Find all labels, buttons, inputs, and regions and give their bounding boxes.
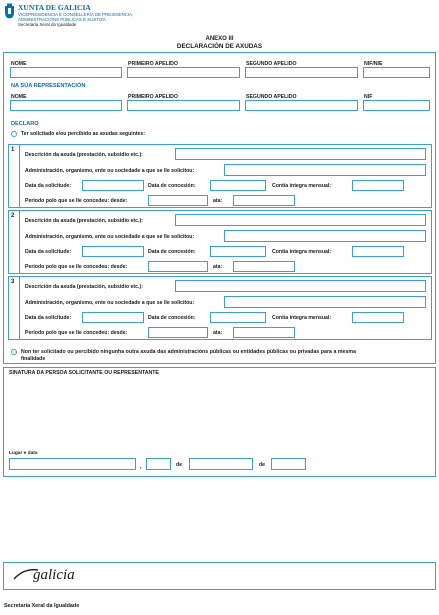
department-line-3: Secretaría Xeral da Igualdade xyxy=(18,22,77,27)
aid-3-to-field[interactable] xyxy=(233,327,295,338)
aid-1-until-label: ata: xyxy=(213,198,223,204)
aid-3-description-label: Descrición da axuda (prestación, subsidio etc.): xyxy=(25,284,143,290)
page-title: DECLARACIÓN DE AXUDAS xyxy=(176,43,263,50)
applicant-id-field[interactable] xyxy=(363,67,430,78)
aid-3-description-field[interactable] xyxy=(175,280,426,292)
aid-block-1-number: 1 xyxy=(11,147,15,153)
applicant-name-field[interactable] xyxy=(10,67,122,78)
signature-title: SINATURA DA PERSOA SOLICITANTE OU REPRESENTANTE xyxy=(9,370,159,376)
option-requested-label: Ter solicitado e/ou percibido as axudas seguintes: xyxy=(21,131,146,137)
aid-3-amount-field[interactable] xyxy=(352,312,404,323)
applicant-first-surname-field[interactable] xyxy=(127,67,240,78)
header xyxy=(4,3,204,33)
aid-3-from-field[interactable] xyxy=(148,327,208,338)
aid-3-grant-date-field[interactable] xyxy=(210,312,266,323)
aid-2-grant-date-field[interactable] xyxy=(210,246,266,257)
aid-1-description-field[interactable] xyxy=(175,148,426,160)
radio-icon[interactable] xyxy=(11,349,17,355)
aid-3-administration-label: Administración, organismo, ente ou sociedade a que se lle solicitou: xyxy=(25,300,195,306)
representative-first-surname-label: PRIMEIRO APELIDO xyxy=(128,94,178,100)
aid-1-administration-field[interactable] xyxy=(224,164,426,176)
signature-month-field[interactable] xyxy=(189,458,253,470)
representative-first-surname-field[interactable] xyxy=(127,100,240,111)
aid-1-request-date-label: Data da solicitude: xyxy=(25,183,72,189)
aid-2-until-label: ata: xyxy=(213,264,223,270)
footer-office: Secretaría Xeral da Igualdade xyxy=(4,603,80,609)
representative-id-label: NIF xyxy=(364,94,373,100)
aid-2-grant-date-label: Data de concesión: xyxy=(148,249,196,255)
aid-2-from-field[interactable] xyxy=(148,261,208,272)
aid-2-period-label: Período polo que se lle concedeu: desde: xyxy=(25,264,128,270)
aid-1-to-field[interactable] xyxy=(233,195,295,206)
department-line-1: VICEPRESIDENCIA E CONSELLERÍA DE PRESIDENCIA, xyxy=(18,12,134,17)
declaration-section-title: DECLARO xyxy=(11,121,39,127)
aid-3-request-date-label: Data da solicitude: xyxy=(25,315,72,321)
aid-2-administration-label: Administración, organismo, ente ou sociedade a que se lle solicitou: xyxy=(25,234,195,240)
applicant-first-surname-label: PRIMEIRO APELIDO xyxy=(128,61,178,67)
aid-1-amount-field[interactable] xyxy=(352,180,404,191)
signature-place-field[interactable] xyxy=(9,458,136,470)
aid-2-administration-field[interactable] xyxy=(224,230,426,242)
signature-comma: , xyxy=(140,464,142,470)
aid-2-description-field[interactable] xyxy=(175,214,426,226)
aid-1-description-label: Descrición da axuda (prestación, subsidio etc.): xyxy=(25,152,143,158)
aid-2-request-date-field[interactable] xyxy=(82,246,144,257)
annex-label: ANEXO III xyxy=(205,36,234,42)
aid-block-1-number-column xyxy=(8,144,20,208)
applicant-second-surname-field[interactable] xyxy=(245,67,358,78)
option-not-requested-line-1: Non ter solicitado ou percibido ningunha outra axuda das administracións públicas ou entidades públicas ou privadas para a mesma xyxy=(21,349,357,355)
representative-id-field[interactable] xyxy=(363,100,430,111)
signature-de-1: de xyxy=(176,462,183,468)
aid-1-from-field[interactable] xyxy=(148,195,208,206)
aid-3-request-date-field[interactable] xyxy=(82,312,144,323)
aid-2-request-date-label: Data da solicitude: xyxy=(25,249,72,255)
representative-second-surname-label: SEGUNDO APELIDO xyxy=(246,94,297,100)
aid-3-period-label: Período polo que se lle concedeu: desde: xyxy=(25,330,128,336)
aid-block-2-number-column xyxy=(8,210,20,274)
aid-1-administration-label: Administración, organismo, ente ou sociedade a que se lle solicitou: xyxy=(25,168,195,174)
aid-block-3-number-column xyxy=(8,276,20,340)
representative-section-title: NA SÚA REPRESENTACIÓN xyxy=(11,83,86,89)
aid-1-grant-date-label: Data de concesión: xyxy=(148,183,196,189)
place-date-label: Lugar e data xyxy=(9,451,38,456)
aid-3-grant-date-label: Data de concesión: xyxy=(148,315,196,321)
signature-year-field[interactable] xyxy=(271,458,306,470)
aid-1-period-label: Período polo que se lle concedeu: desde: xyxy=(25,198,128,204)
aid-2-to-field[interactable] xyxy=(233,261,295,272)
galicia-logo-text: galicia xyxy=(33,567,75,583)
aid-3-amount-label: Contía íntegra mensual: xyxy=(272,315,332,321)
aid-block-3-number: 3 xyxy=(11,279,15,285)
applicant-name-label: NOME xyxy=(11,61,27,67)
aid-2-amount-label: Contía íntegra mensual: xyxy=(272,249,332,255)
galicia-coat-of-arms-icon xyxy=(4,3,15,19)
signature-day-field[interactable] xyxy=(146,458,171,470)
department-line-2: ADMINISTRACIÓNS PÚBLICAS E XUSTIZA xyxy=(18,17,106,22)
radio-icon[interactable] xyxy=(11,131,17,137)
representative-name-field[interactable] xyxy=(10,100,122,111)
representative-name-label: NOME xyxy=(11,94,27,100)
representative-second-surname-field[interactable] xyxy=(245,100,358,111)
aid-2-description-label: Descrición da axuda (prestación, subsidio etc.): xyxy=(25,218,143,224)
applicant-second-surname-label: SEGUNDO APELIDO xyxy=(246,61,297,67)
aid-3-administration-field[interactable] xyxy=(224,296,426,308)
aid-1-amount-label: Contía íntegra mensual: xyxy=(272,183,332,189)
aid-1-request-date-field[interactable] xyxy=(82,180,144,191)
aid-2-amount-field[interactable] xyxy=(352,246,404,257)
brand-name: XUNTA DE GALICIA xyxy=(18,3,91,12)
aid-3-until-label: ata: xyxy=(213,330,223,336)
aid-1-grant-date-field[interactable] xyxy=(210,180,266,191)
signature-de-2: de xyxy=(259,462,266,468)
aid-block-2-number: 2 xyxy=(11,213,15,219)
option-not-requested-line-2: finalidade xyxy=(21,356,46,362)
applicant-id-label: NIF/NIE xyxy=(364,61,383,67)
